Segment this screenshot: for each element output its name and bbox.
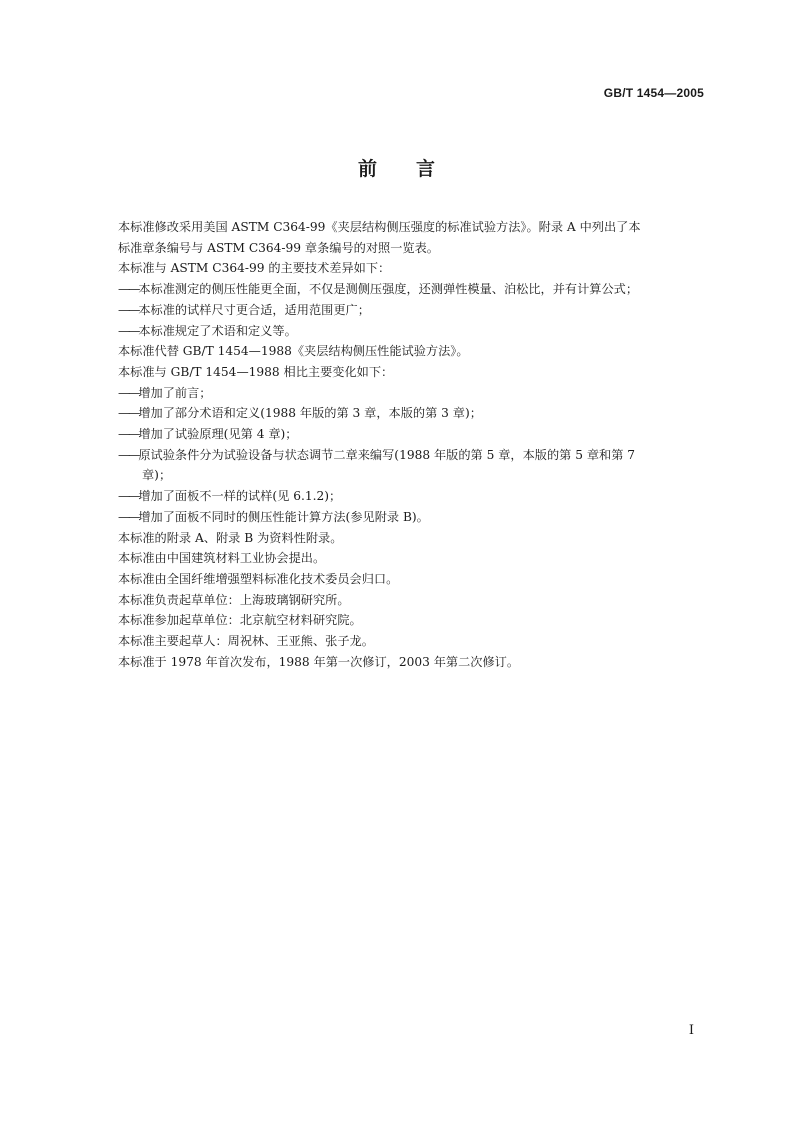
dash-list-item [118, 321, 704, 342]
dash-item-text: 增加了试验原理(见第 4 章)； [138, 427, 298, 442]
em-dash: —— [118, 282, 139, 297]
dash-item-text: 本标准的试样尺寸更合适，适用范围更广； [138, 302, 370, 317]
dash-list-item [118, 424, 704, 445]
dash-item-continuation: 章)； [142, 468, 172, 483]
paragraph: 本标准于 1978 年首次发布，1988 年第一次修订，2003 年第二次修订。 [118, 654, 520, 669]
paragraph: 本标准与 GB/T 1454—1988 相比主要变化如下： [118, 364, 394, 379]
paragraph: 本标准代替 GB/T 1454—1988《夹层结构侧压性能试验方法》。 [118, 344, 469, 359]
paragraph: 本标准的附录 A、附录 B 为资料性附录。 [118, 530, 343, 545]
dash-item-text: 增加了面板不同时的侧压性能计算方法(参见附录 B)。 [138, 509, 429, 524]
dash-list-item [118, 507, 704, 528]
dash-list-item [118, 300, 704, 321]
dash-list-item [118, 383, 704, 404]
dash-list-item [118, 403, 704, 424]
em-dash: —— [118, 427, 139, 442]
dash-item-text: 增加了面板不一样的试样(见 6.1.2)； [138, 489, 342, 504]
dash-list-item [118, 279, 704, 300]
em-dash: —— [118, 489, 139, 504]
page-number: I [688, 1023, 694, 1038]
em-dash: —— [118, 385, 139, 400]
paragraph: 本标准与 ASTM C364-99 的主要技术差异如下： [118, 261, 391, 276]
paragraph: 本标准负责起草单位：上海玻璃钢研究所。 [118, 592, 350, 607]
paragraph: 本标准由全国纤维增强塑料标准化技术委员会归口。 [118, 571, 399, 586]
paragraph: 本标准由中国建筑材料工业协会提出。 [118, 551, 326, 566]
title-char-2: 言 [416, 158, 437, 180]
dash-list-item [118, 445, 704, 466]
dash-item-text: 本标准测定的侧压性能更全面，不仅是测侧压强度，还测弹性模量、泊松比，并有计算公式； [138, 282, 639, 297]
em-dash: —— [118, 509, 139, 524]
standard-code: GB/T 1454—2005 [603, 86, 704, 100]
dash-item-text: 增加了前言； [138, 385, 212, 400]
em-dash: —— [118, 302, 139, 317]
paragraph: 本标准修改采用美国 ASTM C364-99《夹层结构侧压强度的标准试验方法》。附录 A 中列出了本 [118, 220, 641, 234]
dash-item-text: 原试验条件分为试验设备与状态调节二章来编写(1988 年版的第 5 章，本版的第 5 章和第 7 [138, 447, 636, 462]
em-dash: —— [118, 447, 139, 462]
dash-item-text: 本标准规定了术语和定义等。 [138, 323, 297, 338]
paragraph: 本标准参加起草单位：北京航空材料研究院。 [118, 613, 362, 628]
title-char-1: 前 [357, 158, 378, 180]
foreword-body [118, 217, 704, 672]
dash-list-item [118, 486, 704, 507]
em-dash: —— [118, 323, 139, 338]
em-dash: —— [118, 406, 139, 421]
paragraph: 本标准主要起草人：周祝林、王亚熊、张子龙。 [118, 634, 374, 649]
paragraph-continuation: 标准章条编号与 ASTM C364-99 章条编号的对照一览表。 [118, 240, 439, 255]
page-title [0, 154, 794, 181]
dash-item-text: 增加了部分术语和定义(1988 年版的第 3 章，本版的第 3 章)； [138, 406, 482, 421]
